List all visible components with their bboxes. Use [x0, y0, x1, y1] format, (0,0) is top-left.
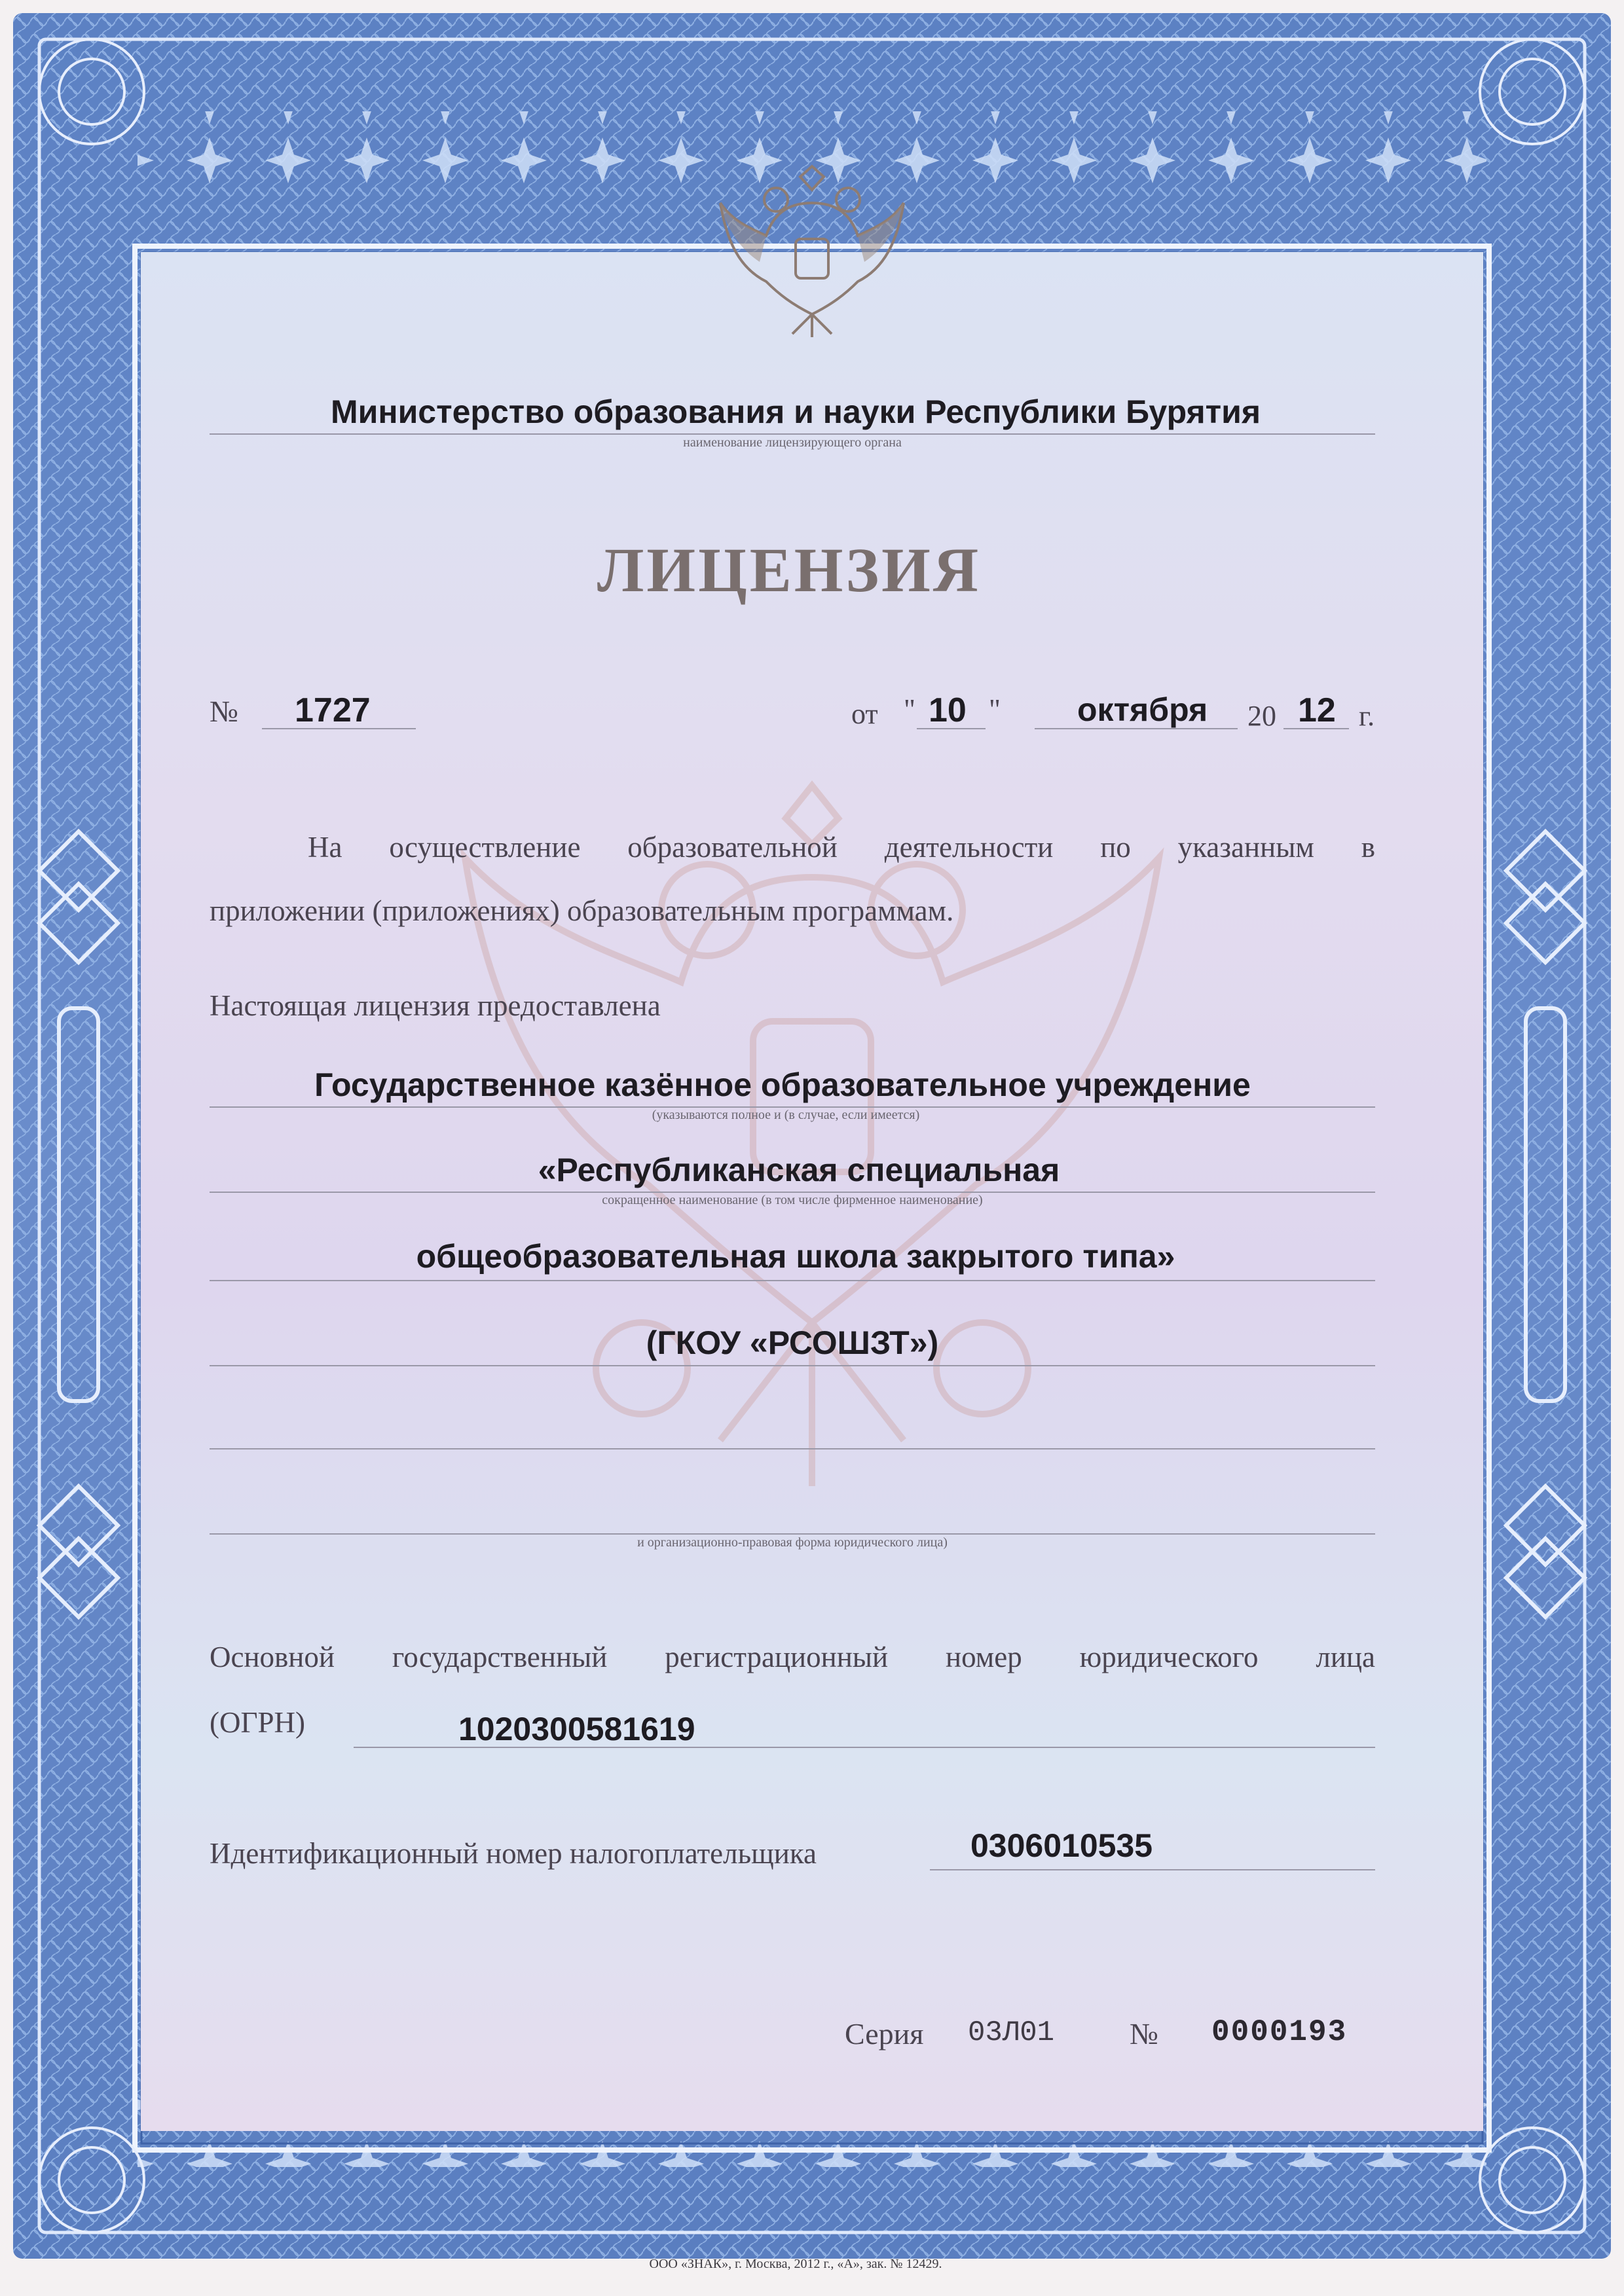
license-day: 10: [929, 691, 967, 729]
license-number: 1727: [295, 691, 371, 729]
licensee-line-3: общеобразовательная школа закрытого типа»: [416, 1238, 1175, 1275]
ogrn-label-line-1: Основной государственный регистрационный номер юридического лица: [210, 1641, 1375, 1673]
document-title: ЛИЦЕНЗИЯ: [597, 535, 982, 605]
series-label: Серия: [845, 2017, 924, 2050]
series-number-sign: №: [1130, 2017, 1158, 2050]
licensee-caption-2: сокращенное наименование (в том числе фирменное наименование): [602, 1193, 983, 1207]
authority-caption: наименование лицензирующего органа: [683, 435, 902, 450]
printer-imprint: ООО «ЗНАК», г. Москва, 2012 г., «А», зак. № 12429.: [649, 2257, 942, 2271]
license-month: октября: [1077, 691, 1208, 728]
inn-underline: [930, 1869, 1375, 1870]
ogrn-label-line-2: (ОГРН): [210, 1706, 306, 1739]
licensee-caption-1: (указываются полное и (в случае, если имеется): [652, 1108, 920, 1122]
granted-label: Настоящая лицензия предоставлена: [210, 989, 661, 1022]
licensee-line-2: «Республиканская специальная: [538, 1152, 1060, 1188]
purpose-line-1: На осуществление образовательной деятельности по указанным в: [308, 831, 1375, 864]
series-number: 0000193: [1211, 2015, 1348, 2049]
eagle-watermark-icon: [426, 759, 1198, 1512]
day-underline: [917, 728, 986, 729]
licensee-short-name: (ГКОУ «РСОШЗТ»): [646, 1324, 939, 1361]
licensee-underline-4: [210, 1365, 1375, 1366]
number-sign: №: [210, 695, 238, 728]
inn-value: 0306010535: [970, 1827, 1153, 1864]
authority-underline: [210, 433, 1375, 435]
series-value: 03Л01: [968, 2016, 1055, 2049]
year-underline: [1283, 728, 1349, 729]
licensee-underline-5: [210, 1448, 1375, 1449]
coat-of-arms-icon: [714, 164, 910, 340]
ogrn-value: 1020300581619: [458, 1711, 695, 1747]
license-year: 12: [1298, 691, 1336, 729]
date-quote-close: ": [989, 693, 1001, 725]
date-from-label: от: [851, 698, 878, 730]
number-underline: [262, 728, 416, 729]
licensee-caption-3: и организационно-правовая форма юридического лица): [637, 1535, 948, 1550]
inn-label: Идентификационный номер налогоплательщика: [210, 1837, 817, 1870]
licensee-line-1: Государственное казённое образовательное учреждение: [314, 1066, 1251, 1103]
licensing-authority-name: Министерство образования и науки Республики Бурятия: [330, 393, 1261, 430]
month-underline: [1035, 728, 1238, 729]
licensee-underline-6: [210, 1533, 1375, 1535]
purpose-line-2: приложении (приложениях) образовательным программам.: [210, 894, 954, 927]
year-unit: г.: [1359, 700, 1375, 732]
ogrn-underline: [354, 1747, 1375, 1748]
year-prefix: 20: [1247, 700, 1276, 732]
date-quote-open: ": [904, 693, 915, 725]
licensee-underline-3: [210, 1280, 1375, 1281]
